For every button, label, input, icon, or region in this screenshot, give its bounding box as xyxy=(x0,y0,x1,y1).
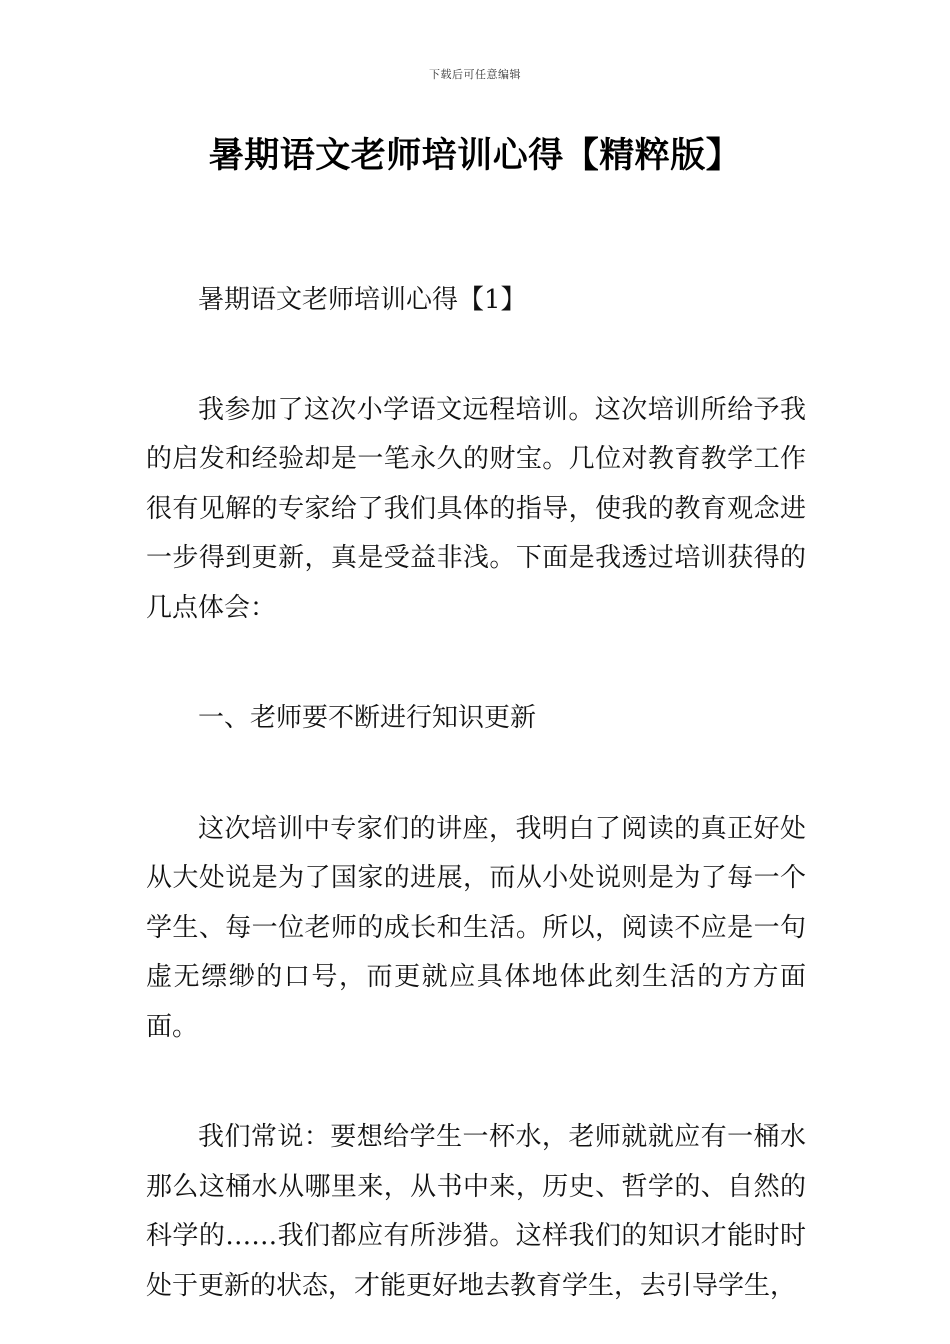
spacer xyxy=(146,326,806,386)
spacer xyxy=(146,744,806,805)
paragraph-intro: 我参加了这次小学语文远程培训。这次培训所给予我的启发和经验却是一笔永久的财宝。几位对教育教学工作很有见解的专家给了我们具体的指导，使我的教育观念进一步得到更新，真是受益非浅。下面是我透过培训获得的几点体会： xyxy=(146,394,806,623)
spacer xyxy=(146,633,806,694)
paragraph-knowledge: 我们常说：要想给学生一杯水，老师就就应有一桶水那么这桶水从哪里来，从书中来，历史、哲学的、自然的科学的……我们都应有所涉猎。这样我们的知识才能时时处于更新的状态，才能更好地去教育学生，去引导学生， xyxy=(146,1122,806,1301)
spacer xyxy=(146,1052,806,1113)
document-body xyxy=(146,276,806,1311)
paragraph-reading: 这次培训中专家们的讲座，我明白了阅读的真正好处从大处说是为了国家的进展，而从小处说则是为了每一个学生、每一位老师的成长和生活。所以，阅读不应是一句虚无缥缈的口号，而更就应具体地体此刻生活的方方面面。 xyxy=(146,813,806,1042)
document-title: 暑期语文老师培训心得【精粹版】 xyxy=(208,135,742,176)
section-heading: 暑期语文老师培训心得【1】 xyxy=(198,285,527,315)
subheading-knowledge-update: 一、老师要不断进行知识更新 xyxy=(198,703,537,733)
header-note: 下载后可任意编辑 xyxy=(429,68,521,81)
